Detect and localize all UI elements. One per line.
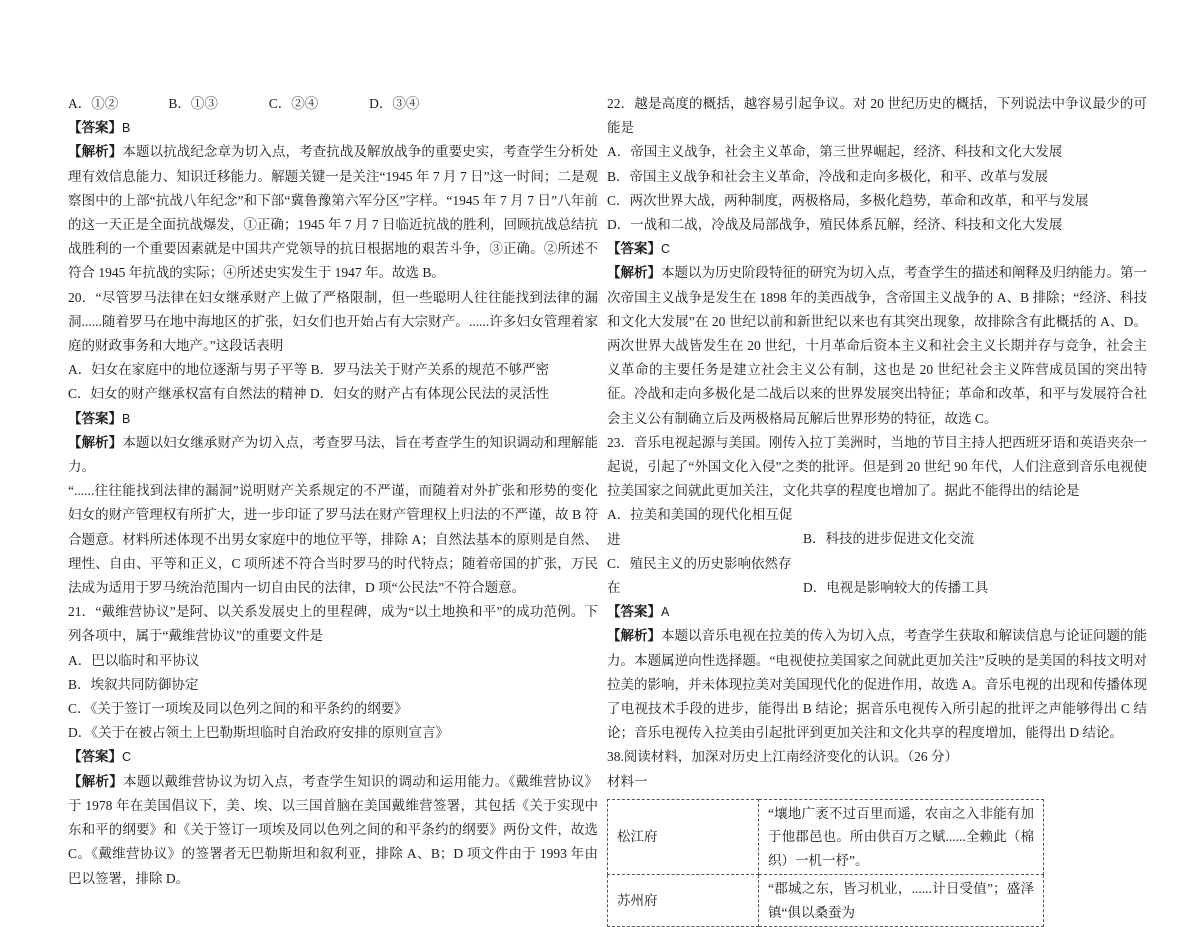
answer-19 [68,116,598,140]
question-23-options-ab [607,503,1147,551]
analysis-21-text: 本题以戴维营协议为切入点，考查学生知识的调动和运用能力。《戴维营协议》于 1978 年在美国倡议下，美、埃、以三国首脑在美国戴维营签署，其包括《关于实现中东和平的纲要》和《关于签订一项埃及同以色列之间的和平条约的纲要》两份文件，故选 C。《戴维营协议》的签署者无巴勒斯坦和叙利亚，排除 A、B；D 项文件由于 1993 年由 巴以签署，排除 D。 [68,773,599,886]
answer-23-label: 【答案】 [607,604,661,620]
question-22-option-a: A．帝国主义战争，社会主义革命，第三世界崛起，经济、科技和文化大发展 [607,144,1063,160]
analysis-23-label: 【解析】 [607,628,661,644]
table-cell-region-suzhou: 苏州府 [608,875,759,927]
question-38-title: 38.阅读材料，加深对历史上江南经济变化的认识。（26 分） [607,749,958,765]
question-22-option-d: D．一战和二战，冷战及局部战争，殖民体系瓦解，经济、科技和文化大发展 [607,217,1063,233]
analysis-21 [68,770,598,891]
question19-option-b: B．①③ [168,96,218,111]
question-21-text: 21．“戴维营协议”是阿、以关系发展史上的里程碑，成为“以土地换和平”的成功范例。下列各项中，属于“戴维营协议”的重要文件是 [68,604,598,644]
question-23-option-a: A．拉美和美国的现代化相互促进 [607,507,793,547]
analysis-23 [607,624,1147,745]
answer-20-value: B [122,411,131,426]
question-23-option-c: C．殖民主义的历史影响依然存在 [607,555,792,596]
answer-22-value: C [661,242,671,257]
question19-option-c: C．②④ [268,96,319,111]
question19-option-d: D．③④ [369,96,420,111]
question-22-text: 22．越是高度的概括，越容易引起争议。对 20 世纪历史的概括，下列说法中争议最少的可能是 [607,96,1147,136]
question-21-option-b: B．埃叙共同防御协定 [68,676,199,692]
analysis-19-label: 【解析】 [68,144,123,160]
question-23-text: 23．音乐电视起源与美国。刚传入拉丁美洲时，当地的节目主持人把西班牙语和英语夹杂一起说，引起了“外国文化入侵”之类的批评。但是到 20 世纪 90 年代，人们注意到音乐电视使拉美国家之间就此更加关注，文化共享的程度也增加了。据此不能得出的结论是 [607,434,1147,499]
question19-options-row [68,92,598,116]
answer-21-value: C [122,750,132,765]
table-cell-quote-songjiang: “壤地广袤不过百里而遥，农亩之入非能有加于他郡邑也。所由供百万之赋......全赖此（棉织）一机一杼”。 [759,799,1044,875]
question-20-options-cd: C．妇女的财产继承权富有自然法的精神 D．妇女的财产占有体现公民法的灵活性 [68,386,550,402]
table-cell-quote-suzhou: “郡城之东，皆习机业，......计日受值”；盛泽镇“俱以桑蚕为 [759,875,1044,927]
answer-19-value: B [122,121,131,136]
table-cell-region-songjiang: 松江府 [608,799,759,875]
analysis-21-label: 【解析】 [68,773,124,789]
question-23-options-cd [607,552,1147,600]
material-one-label: 材料一 [607,773,648,789]
question19-option-a: A．①② [68,96,119,111]
analysis-23-text: 本题以音乐电视在拉美的传入为切入点，考查学生获取和解读信息与论证问题的能力。本题属逆向性选择题。“电视使拉美国家之间就此更加关注”反映的是美国的科技文明对拉美的影响，并未体现拉美对美国现代化的促进作用，故选 A。音乐电视的出现和传播体现了电视技术手段的进步，能得出 B 结论；据音乐电视传入所引起的批评之声能够得出 C 结论；音乐电视传入拉美由引起批评到更加关注和文化共享的程度增加，能得出 D 结论。 [607,628,1147,741]
question-23-option-d: D．电视是影响较大的传播工具 [803,580,989,596]
question-21-option-a: A．巴以临时和平协议 [68,652,200,668]
question-20-text: 20．“尽管罗马法律在妇女继承财产上做了严格限制，但一些聪明人往往能找到法律的漏洞......随着罗马在地中海地区的扩张，妇女们也开始占有大宗财产。......许多妇女管理着家庭的财政事务和大地产。”这段话表明 [68,289,598,354]
question-23-option-b: B．科技的进步促进文化交流 [803,531,975,547]
question-21-option-c: C．《关于签订一项埃及同以色列之间的和平条约的纲要》 [68,701,408,717]
question-22-option-b: B．帝国主义战争和社会主义革命，冷战和走向多极化，和平、改革与发展 [607,168,1049,184]
answer-23-value: A [661,605,670,620]
answer-21-label: 【答案】 [68,749,122,765]
analysis-19 [68,140,598,285]
analysis-19-text: 本题以抗战纪念章为切入点，考查抗战及解放战争的重要史实，考查学生分析处理有效信息能力、知识迁移能力。解题关键一是关注“1945 年 7 月 7 日”这一时间；二是观察图中的上部“抗战八年纪念”和下部“冀鲁豫第六军分区”字样。“1945 年 7 月 7 日”八年前的这一天正是全面抗战爆发，①正确；1945 年 7 月 7 日临近抗战的胜利，回顾抗战总结抗战胜利的一个重要因素就是中国共产党领导的抗日根据地的艰苦斗争，③正确。②所述不符合 1945 年抗战的实际；④所述史实发生于 1947 年。故选 B。 [68,144,599,281]
material-one-table [607,799,1044,927]
analysis-20-text1: 本题以妇女继承财产为切入点，考查罗马法，旨在考查学生的知识调动和理解能力。 [68,434,599,475]
answer-22-label: 【答案】 [607,241,661,257]
table-row-suzhou [608,875,1044,927]
answer-20-label: 【答案】 [68,410,122,426]
answer-19-label: 【答案】 [68,120,122,136]
right-column [607,92,1147,927]
question-21-option-d: D．《关于在被占领土上巴勒斯坦临时自治政府安排的原则宣言》 [68,725,449,741]
answer-20 [68,407,598,431]
answer-23 [607,600,1147,624]
answer-22 [607,237,1147,261]
question-20-options-ab: A．妇女在家庭中的地位逐渐与男子平等 B．罗马法关于财产关系的规范不够严密 [68,362,550,378]
analysis-20-paragraph2: “......往往能找到法律的漏洞”说明财产关系规定的不严谨，而随着对外扩张和形势的变化妇女的财产管理权有所扩大，进一步印证了罗马法在财产管理权上归法的不严谨，故 B 符合题意。材料所述体现不出男女家庭中的地位平等，排除 A；自然法基本的原则是自然、理性、自由、平等和正义，C 项所述不符合当时罗马的时代特点；随着帝国的扩张，万民法成为适用于罗马统治范围内一切自由民的法律，D 项“公民法”不符合题意。 [68,483,598,596]
question-22-option-c: C．两次世界大战，两种制度，两极格局，多极化趋势，革命和改革，和平与发展 [607,192,1089,208]
analysis-20-label: 【解析】 [68,434,123,450]
analysis-22 [607,261,1147,430]
answer-21 [68,745,598,769]
analysis-20-paragraph1 [68,431,598,479]
analysis-22-text: 本题以为历史阶段特征的研究为切入点，考查学生的描述和阐释及归纳能力。第一次帝国主义战争是发生在 1898 年的美西战争，含帝国主义战争的 A、B 排除；“经济、科技和文化大发展”在 20 世纪以前和新世纪以来也有其突出现象，故排除含有此概括的 A、D。两次世界大战皆发生在 20 世纪，十月革命后资本主义和社会主义长期并存与竞争，社会主义革命的主要任务是建立社会主义公有制，这也是 20 世纪社会主义阵营成员国的突出特征。冷战和走向多极化是二战后以来的世界发展突出特征；革命和改革，和平与发展符合社会主义公有制确立后及两极格局瓦解后世界形势的特征，故选 C。 [607,265,1147,426]
analysis-22-label: 【解析】 [607,265,661,281]
left-column [68,92,598,891]
table-row-songjiang [608,799,1044,875]
